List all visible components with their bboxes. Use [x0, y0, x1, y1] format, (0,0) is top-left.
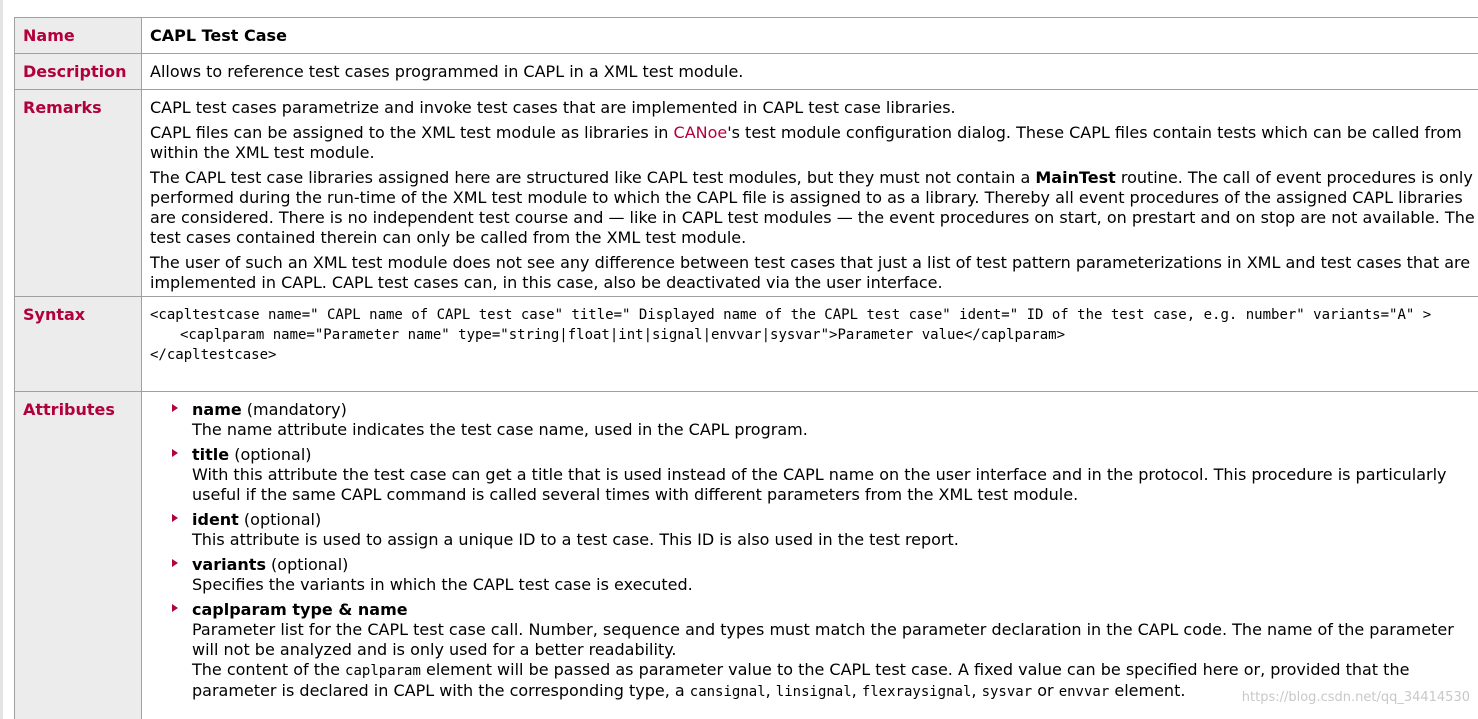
attribute-description: With this attribute the test case can get a title that is used instead of the CAPL name on the user interface and in the protocol. This procedure is particularly useful if the same CAPL command is called several times with different parameters from the XML test module.: [192, 465, 1447, 504]
watermark: https://blog.csdn.net/qq_34414530: [1241, 690, 1470, 705]
row-name-label: Name: [15, 18, 142, 54]
caplparam-desc-2: [192, 660, 1409, 700]
code-caplparam: caplparam: [345, 663, 421, 679]
row-remarks: [15, 90, 1478, 297]
remarks-p3-text-after: routine. The call of event procedures is only performed during the run-time of the XML test module to which the CAPL file is assigned to as a library. Thereby all event procedures of the assigned CAPL libraries are considered. There is no independent test course and — like in CAPL test modules — the event procedures on start, on prestart and on stop are not available. The test cases contained therein can only be called from the XML test module.: [150, 168, 1475, 247]
attribute-qualifier: (optional): [229, 445, 312, 464]
code-sysvar: sysvar: [981, 684, 1033, 700]
remarks-p2-text-after: 's test module configuration dialog. These CAPL files contain tests which can be called from within the XML test module.: [150, 123, 1462, 162]
code-flexraysignal: flexraysignal: [861, 684, 972, 700]
row-syntax: [15, 297, 1478, 392]
attribute-item-caplparam: [192, 600, 1478, 702]
code-envvar: envvar: [1058, 684, 1110, 700]
attribute-item-name: [192, 400, 1478, 440]
remarks-p3-text-before: The CAPL test case libraries assigned here are structured like CAPL test modules, but they must not contain a: [150, 168, 1036, 187]
attribute-name: variants: [192, 555, 266, 574]
attribute-name: name: [192, 400, 242, 419]
triangle-bullet-icon: [172, 514, 178, 522]
remarks-paragraph-3: [150, 168, 1478, 248]
triangle-bullet-icon: [172, 404, 178, 412]
code-cansignal: cansignal: [689, 684, 766, 700]
row-syntax-label: Syntax: [15, 297, 142, 392]
canoe-link[interactable]: CANoe: [673, 123, 728, 142]
attribute-name: ident: [192, 510, 239, 529]
caplparam-desc-separator: ,: [851, 681, 862, 700]
row-description: [15, 54, 1478, 90]
attribute-item-ident: [192, 510, 1478, 550]
row-description-label: Description: [15, 54, 142, 90]
syntax-line-2: <caplparam name="Parameter name" type="string|float|int|signal|envvar|sysvar">Parameter value</caplparam>: [180, 327, 1066, 343]
attribute-item-variants: [192, 555, 1478, 595]
row-attributes-label: Attributes: [15, 392, 142, 719]
triangle-bullet-icon: [172, 449, 178, 457]
row-name-value: CAPL Test Case: [142, 18, 1478, 54]
row-attributes-value: [142, 392, 1478, 719]
attribute-qualifier: (optional): [238, 510, 322, 529]
remarks-paragraph-4: The user of such an XML test module does not see any difference between test cases that just a list of test pattern parameterizations in XML and test cases that are implemented in CAPL. CAPL test cases can, in this case, also be deactivated via the user interface.: [150, 253, 1471, 292]
row-remarks-label: Remarks: [15, 90, 142, 297]
caplparam-desc-text: element.: [1109, 681, 1186, 700]
remarks-paragraph-1: CAPL test cases parametrize and invoke test cases that are implemented in CAPL test case libraries.: [150, 98, 956, 117]
attribute-name: title: [192, 445, 230, 464]
caplparam-desc-separator: ,: [971, 681, 982, 700]
attribute-item-title: [192, 445, 1478, 505]
maintest-keyword: MainTest: [1035, 168, 1116, 187]
attribute-qualifier: (mandatory): [241, 400, 347, 419]
triangle-bullet-icon: [172, 559, 178, 567]
row-name: [15, 18, 1478, 54]
triangle-bullet-icon: [172, 604, 178, 612]
page-left-rule: [0, 0, 3, 719]
remarks-paragraph-2: [150, 123, 1478, 163]
caplparam-desc-text: element will be passed as parameter value to the CAPL test case. A fixed value can be specified here or, provided that the parameter is declared in CAPL with the corresponding type, a: [192, 660, 1410, 700]
row-attributes: [15, 392, 1478, 719]
attribute-qualifier: (optional): [265, 555, 349, 574]
remarks-p2-text-before: CAPL files can be assigned to the XML test module as libraries in: [150, 123, 674, 142]
row-description-value: Allows to reference test cases programmed in CAPL in a XML test module.: [142, 54, 1478, 90]
attribute-list: [150, 400, 1478, 702]
row-syntax-value: [142, 297, 1478, 392]
attribute-description: The name attribute indicates the test case name, used in the CAPL program.: [192, 420, 808, 439]
code-linsignal: linsignal: [775, 684, 852, 700]
syntax-line-3: </capltestcase>: [150, 347, 277, 363]
row-remarks-value: [142, 90, 1478, 297]
caplparam-desc-separator: or: [1032, 681, 1059, 700]
attribute-description: Parameter list for the CAPL test case call. Number, sequence and types must match the parameter declaration in the CAPL code. The name of the parameter will not be analyzed and is only used for a better readability.: [192, 620, 1454, 659]
caplparam-desc-text: The content of the: [192, 660, 346, 679]
reference-table: [14, 17, 1478, 719]
syntax-line-1: <capltestcase name=" CAPL name of CAPL test case" title=" Displayed name of the CAPL test case" ident=" ID of the test case, e.g. number" variants="A" >: [150, 307, 1432, 323]
attribute-name: caplparam type & name: [192, 600, 408, 619]
attribute-description: Specifies the variants in which the CAPL test case is executed.: [192, 575, 693, 594]
attribute-description: This attribute is used to assign a unique ID to a test case. This ID is also used in the test report.: [192, 530, 959, 549]
caplparam-desc-separator: ,: [765, 681, 776, 700]
